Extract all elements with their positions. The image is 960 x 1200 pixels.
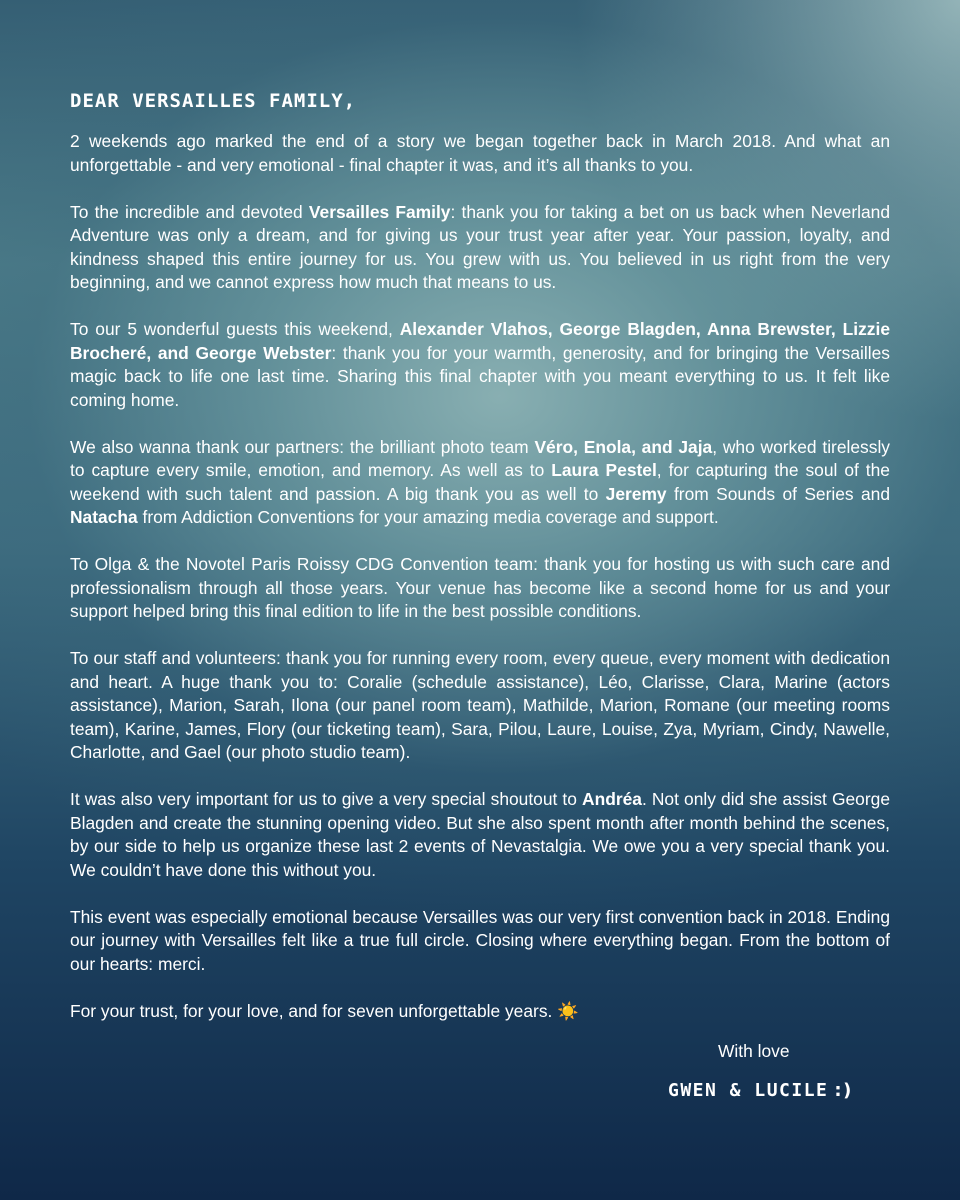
smiley-icon: :) (834, 1080, 853, 1101)
signature (668, 1080, 853, 1101)
closing-line: With love (718, 1041, 790, 1061)
paragraph-text: To Olga & the Novotel Paris Roissy CDG Convention team: thank you for hosting us with such care and professionalism through all those years. Your venue has become like a second home for us and your support helped bring this final edition to life in the best possible conditions. (70, 554, 890, 621)
paragraph-text: , for capturing the soul of the weekend with such talent and passion. A big thank you as well to (70, 460, 890, 504)
paragraph (70, 1000, 890, 1024)
paragraph (70, 130, 890, 177)
bold-name: Jeremy (605, 483, 667, 504)
signature-names: GWEN & LUCILE (668, 1080, 829, 1101)
paragraph-text: 2 weekends ago marked the end of a story we began together back in March 2018. And what an unforgettable - and very emotional - final chapter it was, and it’s all thanks to you. (70, 131, 890, 175)
paragraph-text: For your trust, for your love, and for seven unforgettable years. (70, 1000, 558, 1021)
paragraph (70, 647, 890, 765)
bold-name: Alexander Vlahos, George Blagden, Anna Brewster, Lizzie Brocheré, and George Webster (70, 319, 890, 363)
paragraph (70, 436, 890, 530)
letter-body (70, 90, 890, 1047)
greeting-heading: DEAR VERSAILLES FAMILY, (70, 90, 357, 112)
paragraph-text: : thank you for your warmth, generosity, and for bringing the Versailles magic back to life one last time. Sharing this final chapter with you meant everything to us. It felt like coming home. (70, 342, 890, 410)
paragraph (70, 318, 890, 412)
paragraph (70, 788, 890, 882)
paragraph-text: To the incredible and devoted (70, 201, 309, 222)
bold-name: Versailles Family (308, 201, 451, 222)
letter-paragraphs (70, 130, 890, 1023)
paragraph-text: . Not only did she assist George Blagden and create the stunning opening video. But she also spent month after month behind the scenes, by our side to help us organize these last 2 events of Nevastalgia. We owe you a very special thank you. We couldn’t have done this without you. (70, 789, 890, 880)
paragraph-text: This event was especially emotional because Versailles was our very first convention back in 2018. Ending our journey with Versailles felt like a true full circle. Closing where everything began. From the bottom of our hearts: merci. (70, 906, 890, 974)
paragraph-text: , who worked tirelessly to capture every smile, emotion, and memory. As well as to (70, 436, 891, 480)
paragraph-text: from Addiction Conventions for your amazing media coverage and support. (137, 507, 719, 527)
bold-name: Andréa (582, 789, 642, 809)
paragraph (70, 906, 890, 977)
paragraph-text: We also wanna thank our partners: the brilliant photo team (70, 436, 535, 457)
paragraph (70, 553, 890, 624)
sun-icon: ☀️ (557, 1000, 579, 1021)
paragraph-text: It was also very important for us to give a very special shoutout to (70, 789, 583, 809)
paragraph-text: : thank you for taking a bet on us back when Neverland Adventure was only a dream, and for giving us your trust year after year. Your passion, loyalty, and kindness shaped this entire journey for us. You grew with us. You believed in us right from the very beginning, and we cannot express how much that means to us. (70, 201, 890, 292)
bold-name: Laura Pestel (551, 460, 657, 480)
paragraph-text: from Sounds of Series and (666, 483, 891, 504)
bold-name: Natacha (70, 507, 138, 527)
paragraph (70, 201, 890, 295)
bold-name: Véro, Enola, and Jaja (534, 436, 713, 457)
paragraph-text: To our staff and volunteers: thank you for running every room, every queue, every moment with dedication and heart. A huge thank you to: Coralie (schedule assistance), Léo, Clarisse, Clara, Marine (actors assistance), Marion, Sarah, Ilona (our panel room team), Mathilde, Marion, Romane (our meeting rooms team), Karine, James, Flory (our ticketing team), Sara, Pilou, Laure, Louise, Zya, Myriam, Cindy, Nawelle, Charlotte, and Gael (our photo studio team). (70, 648, 890, 762)
paragraph-text: To our 5 wonderful guests this weekend, (70, 319, 400, 339)
